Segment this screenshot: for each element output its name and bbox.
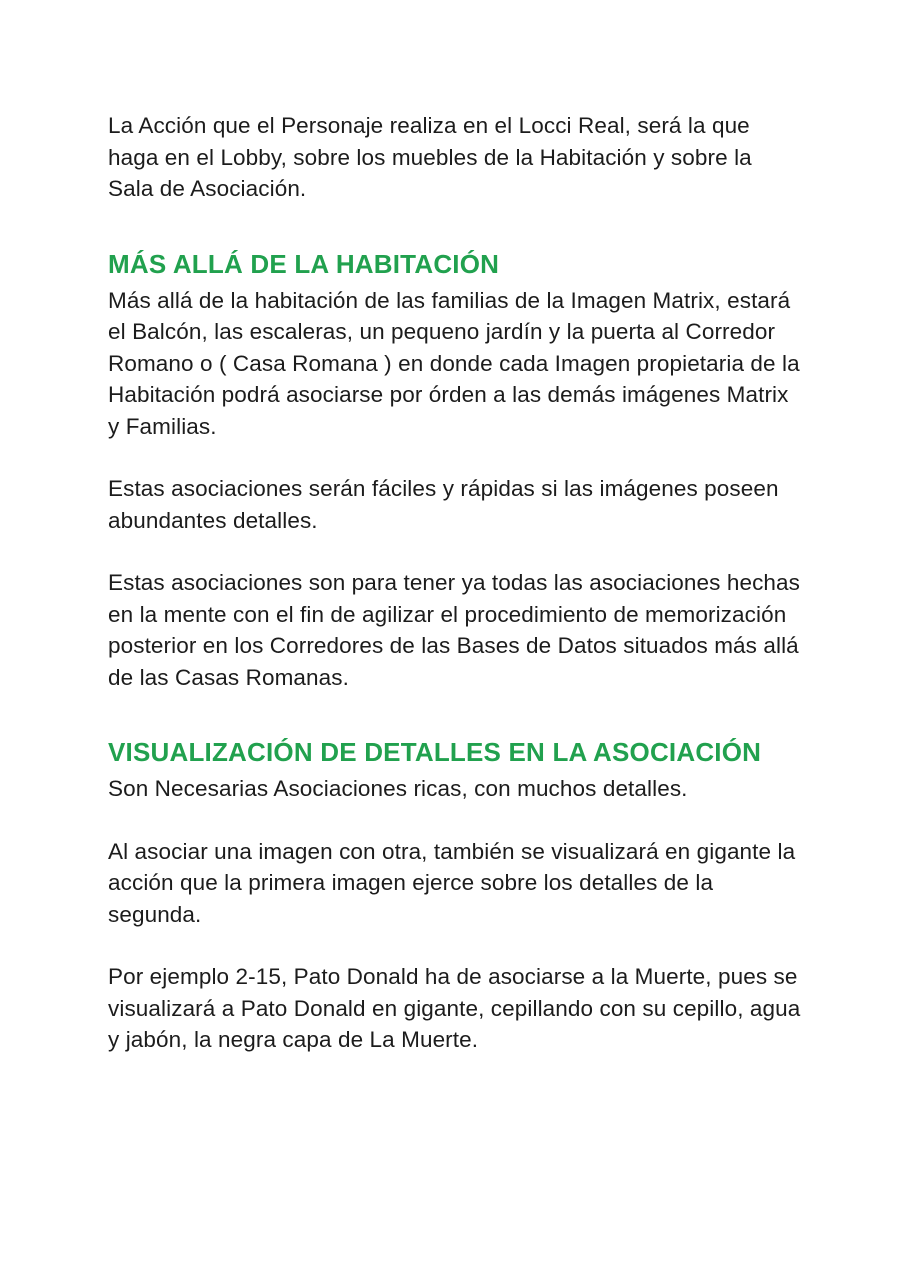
paragraph-asociaciones-hechas: Estas asociaciones son para tener ya todas las asociaciones hechas en la mente con el fin de agilizar el procedimiento de memorización posterior en los Corredores de las Bases de Datos situados más allá de las Casas Romanas. [108, 570, 801, 690]
paragraph-asociaciones-ricas: Son Necesarias Asociaciones ricas, con muchos detalles. [108, 776, 688, 801]
paragraph-asociaciones-faciles: Estas asociaciones serán fáciles y rápidas si las imágenes poseen abundantes detalles. [108, 476, 779, 533]
section-heading-visualizacion-detalles: VISUALIZACIÓN DE DETALLES EN LA ASOCIACIÓN [108, 737, 762, 767]
paragraph-mas-alla-habitacion: Más allá de la habitación de las familias de la Imagen Matrix, estará el Balcón, las escaleras, un pequeno jardín y la puerta al Corredor Romano o ( Casa Romana ) en donde cada Imagen propietaria de la Habitación podrá asociarse por órden a las demás imágenes Matrix y Familias. [108, 287, 800, 439]
paragraph-ejemplo-pato-donald: Por ejemplo 2-15, Pato Donald ha de asociarse a la Muerte, pues se visualizará a Pato Donald en gigante, cepillando con su cepillo, agua y jabón, la negra capa de La Muerte. [108, 964, 801, 1052]
paragraph-intro-accion: La Acción que el Personaje realiza en el Locci Real, será la que haga en el Lobby, sobre los muebles de la Habitación y sobre la Sala de Asociación. [108, 113, 752, 201]
paragraph-asociar-imagen: Al asociar una imagen con otra, también se visualizará en gigante la acción que la primera imagen ejerce sobre los detalles de la segunda. [108, 838, 796, 927]
section-heading-mas-alla-habitacion: MÁS ALLÁ DE LA HABITACIÓN [108, 248, 500, 279]
